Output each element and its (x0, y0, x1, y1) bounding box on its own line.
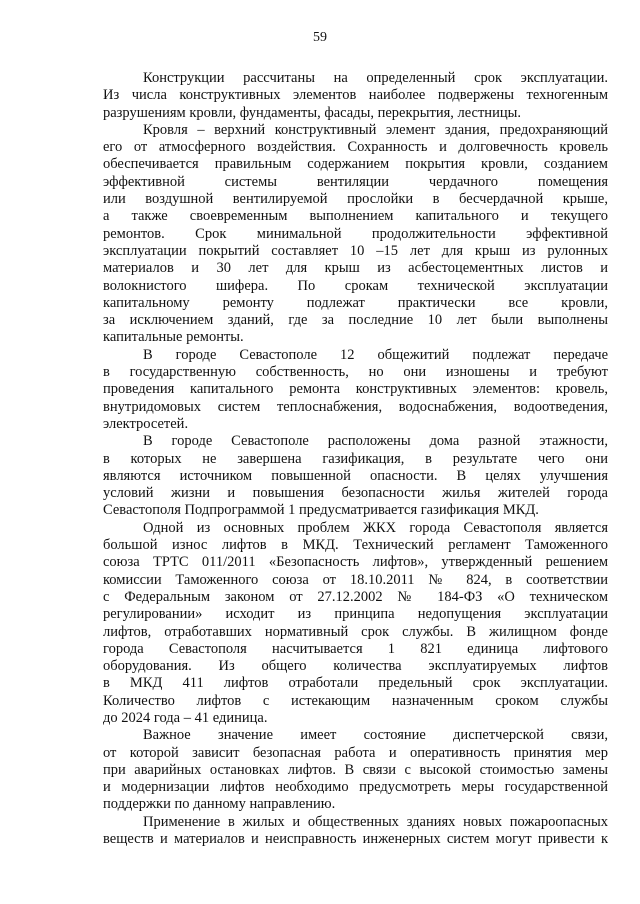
text-line: лифтов, отработавших нормативный срок службы. В жилищном фонде (103, 623, 608, 640)
paragraph (103, 727, 608, 813)
text-line: большой износ лифтов в МКД. Технический регламент Таможенного (103, 537, 608, 554)
text-line: а также своевременным выполнением капитального и текущего (103, 208, 608, 225)
text-line: разрушениям кровли, фундаменты, фасады, перекрытия, лестницы. (103, 104, 521, 121)
text-line: или воздушной вентилируемой прослойки в бесчердачной крыше, (103, 191, 608, 208)
text-line: союза ТРТС 011/2011 «Безопасность лифтов», утвержденный решением (103, 554, 608, 571)
text-line: его от атмосферного воздействия. Сохранность и долговечность кровель (103, 139, 608, 156)
text-line: с Федеральным законом от 27.12.2002 № 184-ФЗ «О техническом (103, 588, 608, 605)
body-text (103, 70, 608, 848)
text-line: обеспечивается правильным содержанием покрытия кровли, созданием (103, 156, 608, 173)
text-line: оборудования. Из общего количества эксплуатируемых лифтов (103, 658, 608, 675)
text-line: веществ и материалов и неисправность инженерных систем могут привести к (103, 831, 608, 848)
text-line: материалов и 30 лет для крыш из асбестоцементных листов и (103, 260, 608, 277)
text-line: Важное значение имеет состояние диспетчерской связи, (143, 727, 608, 744)
paragraph (103, 520, 608, 728)
text-line: до 2024 года – 41 единица. (103, 709, 268, 726)
text-line: Севастополя Подпрограммой 1 предусматривается газификация МКД. (103, 502, 539, 519)
text-line: эффективной системы вентиляции чердачного помещения (103, 173, 608, 190)
paragraph (103, 347, 608, 433)
paragraph (103, 122, 608, 347)
text-line: эксплуатации покрытий составляет 10 –15 лет для крыш из рулонных (103, 242, 608, 259)
text-line: условий жизни и повышения безопасности жилья жителей города (103, 485, 608, 502)
paragraph (103, 814, 608, 849)
text-line: за исключением зданий, где за последние 10 лет были выполнены (103, 312, 608, 329)
text-line: Количество лифтов с истекающим назначенным сроком службы (103, 692, 608, 709)
text-line: и модернизации лифтов необходимо предусмотреть меры государственной (103, 779, 608, 796)
text-line: Кровля – верхний конструктивный элемент здания, предохраняющий (143, 121, 608, 138)
text-line: от которой зависит безопасная работа и оперативность принятия мер (103, 744, 608, 761)
text-line: проведения капитального ремонта конструктивных элементов: кровель, (103, 381, 608, 398)
text-line: в которых не завершена газификация, в результате чего они (103, 450, 608, 467)
paragraph (103, 433, 608, 519)
text-line: Из числа конструктивных элементов наиболее подвержены техногенным (103, 87, 608, 104)
text-line: Одной из основных проблем ЖКХ города Севастополя является (143, 519, 608, 536)
page-number: 59 (313, 30, 327, 45)
text-line: при аварийных остановках лифтов. В связи с высокой стоимостью замены (103, 761, 608, 778)
text-line: регулировании» исходит из принципа недопущения эксплуатации (103, 606, 608, 623)
text-line: комиссии Таможенного союза от 18.10.2011 № 824, в соответствии (103, 571, 608, 588)
text-line: капитальному ремонту подлежат практически все кровли, (103, 294, 608, 311)
paragraph (103, 70, 608, 122)
text-line: в государственную собственность, но они изношены и требуют (103, 364, 608, 381)
text-line: электросетей. (103, 415, 189, 432)
text-line: волокнистого шифера. По срокам технической эксплуатации (103, 277, 608, 294)
text-line: Конструкции рассчитаны на определенный срок эксплуатации. (143, 70, 608, 86)
text-line: В городе Севастополе расположены дома разной этажности, (143, 433, 608, 450)
text-line: в МКД 411 лифтов отработали предельный срок эксплуатации. (103, 675, 608, 692)
text-line: Применение в жилых и общественных зданиях новых пожароопасных (143, 813, 608, 830)
text-line: ремонтов. Срок минимальной продолжительности эффективной (103, 225, 608, 242)
text-line: поддержки по данному направлению. (103, 796, 336, 813)
text-line: внутридомовых систем теплоснабжения, водоснабжения, водоотведения, (103, 398, 608, 415)
text-line: капитальные ремонты. (103, 329, 244, 346)
text-line: города Севастополя насчитывается 1 821 единица лифтового (103, 640, 608, 657)
text-line: В городе Севастополе 12 общежитий подлежат передаче (143, 346, 608, 363)
text-line: являются источником повышенной опасности. В целях улучшения (103, 467, 608, 484)
